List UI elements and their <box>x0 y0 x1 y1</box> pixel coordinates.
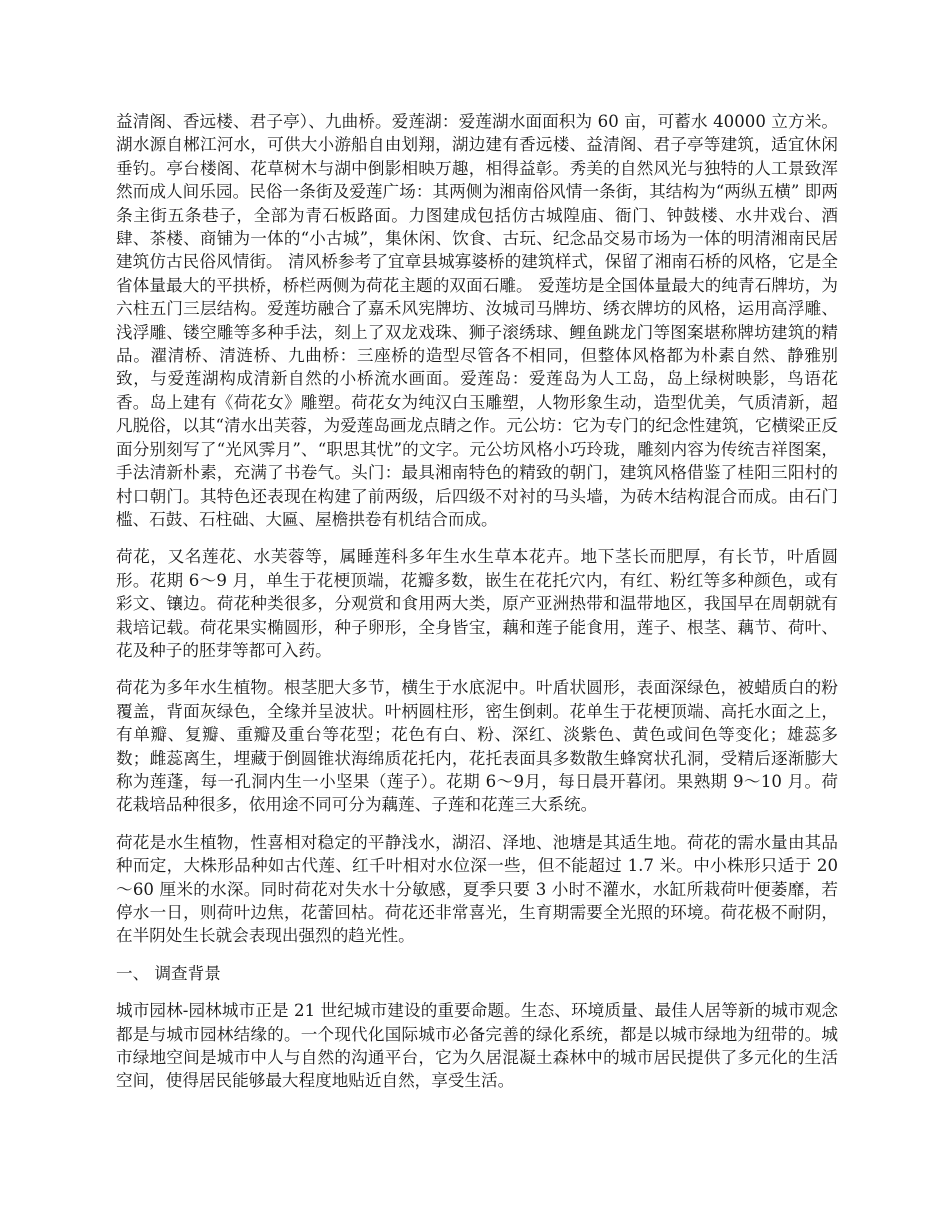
paragraph-lotus-park: 益清阁、香远楼、君子亭）、九曲桥。爱莲湖：爱莲湖水面面积为 60 亩，可蓄水 40000 立方米。湖水源自郴江河水，可供大小游船自由划翔，湖边建有香远楼、益清阁、君子亭等建筑，适宜休闲垂钓。亭台楼阁、花草树木与湖中倒影相映万趣，相得益彰。秀美的自然风光与独特的人工景致浑然而成人间乐园。民俗一条街及爱莲广场：其两侧为湘南俗风情一条街，其结构为“两纵五横” 即两条主街五条巷子，全部为青石板路面。力图建成包括仿古城隍庙、衙门、钟鼓楼、水井戏台、酒肆、茶楼、商铺为一体的“小古城”，集休闲、饮食、古玩、纪念品交易市场为一体的明清湘南民居建筑仿古民俗风情街。 清风桥参考了宜章县城寡婆桥的建筑样式，保留了湘南石桥的风格，它是全省体量最大的平拱桥，桥栏两侧为荷花主题的双面石雕。 爱莲坊是全国体量最大的纯青石牌坊，为六柱五门三层结构。爱莲坊融合了嘉禾风宪牌坊、汝城司马牌坊、绣衣牌坊的风格，运用高浮雕、浅浮雕、镂空雕等多种手法，刻上了双龙戏珠、狮子滚绣球、鲤鱼跳龙门等图案堪称牌坊建筑的精品。濯清桥、清涟桥、九曲桥：三座桥的造型尽管各不相同，但整体风格都为朴素自然、静雅别致，与爱莲湖构成清新自然的小桥流水画面。爱莲岛：爱莲岛为人工岛，岛上绿树映影，鸟语花香。岛上建有《荷花女》雕塑。荷花女为纯汉白玉雕塑，人物形象生动，造型优美，气质清新，超凡脱俗，以其“清水出芙蓉，为爱莲岛画龙点睛之作。元公坊：它为专门的纪念性建筑，它横梁正反面分别刻写了“光风霁月”、“职思其忧”的文字。元公坊风格小巧玲珑，雕刻内容为传统吉祥图案，手法清新朴素，充满了书卷气。头门：最具湘南特色的精致的朝门，建筑风格借鉴了桂阳三阳村的村口朝门。其特色还表现在构建了前两级，后四级不对衬的马头墙，为砖木结构混合而成。由石门槛、石鼓、石柱础、大匾、屋檐拱卷有机结合而成。 <box>116 112 839 529</box>
paragraph-lotus-intro: 荷花，又名莲花、水芙蓉等，属睡莲科多年生水生草本花卉。地下茎长而肥厚，有长节，叶盾圆形。花期 6～9 月，单生于花梗顶端，花瓣多数，嵌生在花托穴内，有红、粉红等多种颜色，或有彩文、镶边。荷花种类很多，分观赏和食用两大类，原产亚洲热带和温带地区，我国早在周朝就有栽培记载。荷花果实椭圆形，种子卵形，全身皆宝，藕和莲子能食用，莲子、根茎、藕节、荷叶、花及种子的胚芽等都可入药。 <box>116 547 838 660</box>
paragraph-background: 城市园林-园林城市正是 21 世纪城市建设的重要命题。生态、环境质量、最佳人居等新的城市观念都是与城市园林结缘的。一个现代化国际城市必备完善的绿化系统，都是以城市绿地为纽带的。城市绿地空间是城市中人与自然的沟通平台，它为久居混凝土森林中的城市居民提供了多元化的生活空间，使得居民能够最大程度地贴近自然，享受生活。 <box>116 1001 838 1091</box>
paragraph-lotus-morphology: 荷花为多年水生植物。根茎肥大多节，横生于水底泥中。叶盾状圆形，表面深绿色，被蜡质白的粉覆盖，背面灰绿色，全缘并呈波状。叶柄圆柱形，密生倒刺。花单生于花梗顶端、高托水面之上，有单瓣、复瓣、重瓣及重台等花型；花色有白、粉、深红、淡紫色、黄色或间色等变化；雄蕊多数；雌蕊离生，埋藏于倒圆锥状海绵质花托内，花托表面具多数散生蜂窝状孔洞，受精后逐渐膨大称为莲蓬，每一孔洞内生一小坚果（莲子）。花期 6～9月，每日晨开暮闭。果熟期 9～10 月。荷花栽培品种很多，依用途不同可分为藕莲、子莲和花莲三大系统。 <box>116 678 838 815</box>
paragraph-lotus-habitat: 荷花是水生植物，性喜相对稳定的平静浅水，湖沼、泽地、池塘是其适生地。荷花的需水量由其品种而定，大株形品种如古代莲、红千叶相对水位深一些，但不能超过 1.7 米。中小株形只适于 20～60 厘米的水深。同时荷花对失水十分敏感，夏季只要 3 小时不灌水，水缸所栽荷叶便萎靡，若停水一日，则荷叶边焦，花蕾回枯。荷花还非常喜光，生育期需要全光照的环境。荷花极不耐阴，在半阴处生长就会表现出强烈的趋光性。 <box>116 832 838 946</box>
section-heading: 一、 调查背景 <box>116 963 221 983</box>
document-page <box>116 110 838 1107</box>
